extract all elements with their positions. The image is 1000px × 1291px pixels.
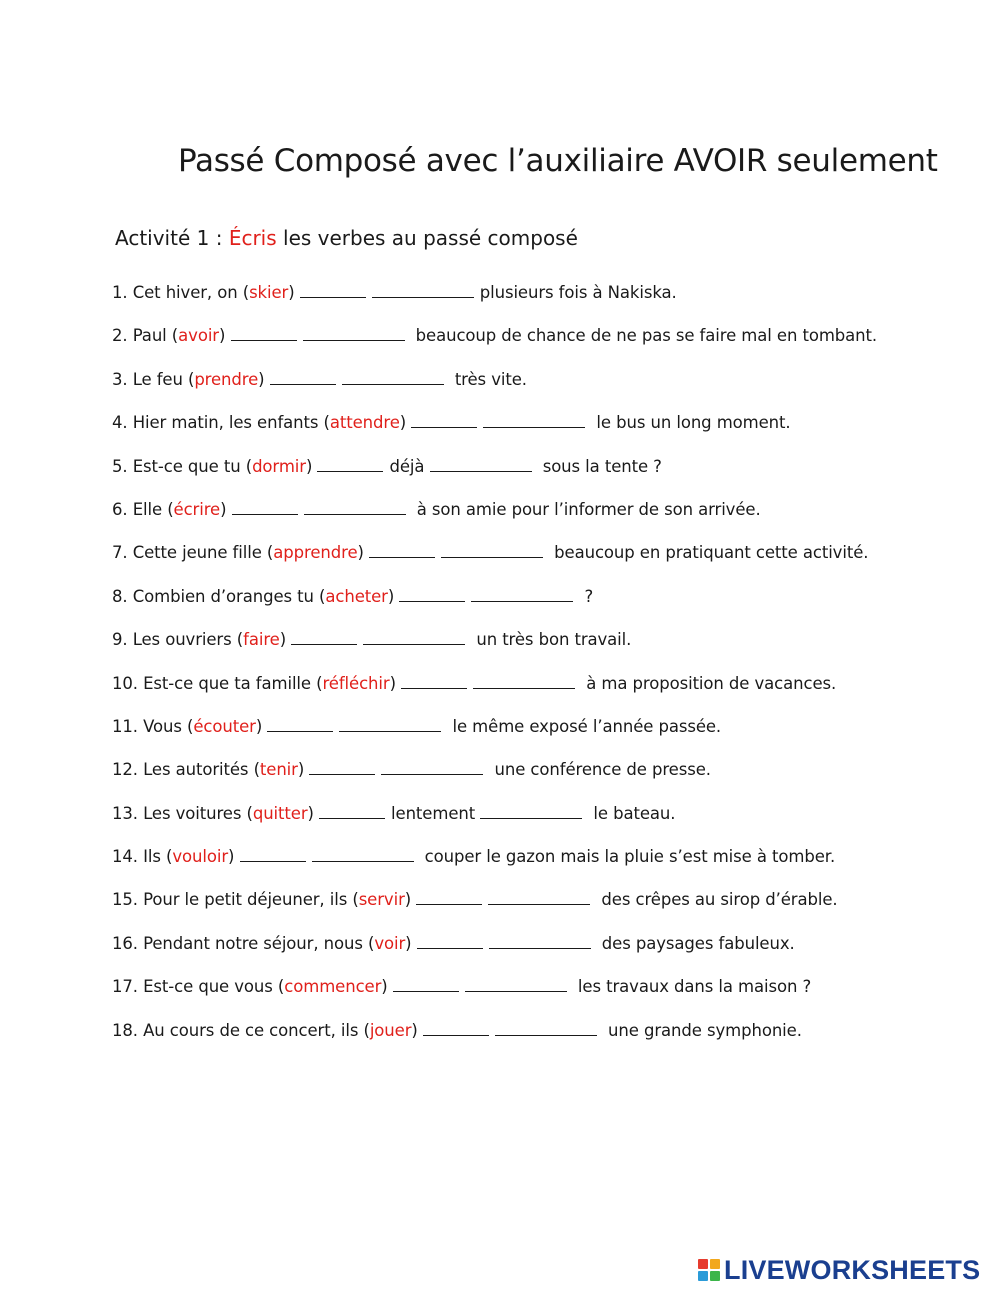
verb-infinitive: voir [374,933,406,953]
logo-square [698,1271,708,1281]
logo-square [698,1259,708,1269]
exercise-item [112,365,972,408]
activity-prefix: Activité 1 : [115,226,229,250]
exercise-close-paren: ) [255,716,263,736]
exercise-number: 7. [112,543,128,563]
activity-keyword: Écris [228,226,277,250]
exercise-item [112,929,972,972]
exercise-number: 17. [112,977,138,997]
exercise-number: 18. [112,1020,138,1040]
exercise-item [112,885,972,928]
answer-blank-auxiliary[interactable] [319,804,385,819]
exercise-text-before: Est-ce que ta famille ( [143,673,323,693]
answer-blank-participle[interactable] [441,543,543,558]
answer-blank-participle[interactable] [465,977,567,992]
exercise-item [112,278,972,321]
answer-blank-auxiliary[interactable] [393,977,459,992]
exercise-number: 3. [112,369,128,389]
answer-blank-auxiliary[interactable] [411,413,477,428]
exercise-item [112,842,972,885]
exercise-text-before: Est-ce que tu ( [132,456,253,476]
answer-blank-participle[interactable] [312,847,414,862]
exercise-number: 15. [112,890,138,910]
exercise-item [112,495,972,538]
exercise-text-between: déjà [389,456,425,476]
exercise-text-before: Elle ( [132,499,174,519]
verb-infinitive: acheter [325,586,388,606]
verb-infinitive: écouter [193,716,256,736]
answer-blank-participle[interactable] [430,457,532,472]
exercise-number: 9. [112,630,128,650]
exercise-text-before: Ils ( [143,847,173,867]
exercise-text-after: des paysages fabuleux. [596,933,795,953]
exercise-text-after: une grande symphonie. [602,1020,802,1040]
verb-infinitive: attendre [329,413,400,433]
exercise-text-after: des crêpes au sirop d’érable. [596,890,838,910]
exercise-close-paren: ) [405,933,412,953]
exercise-close-paren: ) [258,369,265,389]
exercise-text-before: Cette jeune fille ( [132,543,274,563]
exercise-text-after: un très bon travail. [471,630,632,650]
verb-infinitive: quitter [252,803,308,823]
answer-blank-auxiliary[interactable] [309,760,375,775]
exercise-item [112,712,972,755]
answer-blank-participle[interactable] [304,500,406,515]
exercise-close-paren: ) [357,543,364,563]
answer-blank-auxiliary[interactable] [231,326,297,341]
exercise-close-paren: ) [288,283,295,302]
exercise-close-paren: ) [219,326,226,346]
exercise-text-before: Les ouvriers ( [132,630,244,650]
exercise-text-after: beaucoup en pratiquant cette activité. [549,543,869,563]
exercise-text-before: Au cours de ce concert, ils ( [143,1020,370,1040]
exercise-text-before: Vous ( [143,716,194,736]
activity-rest: les verbes au passé composé [276,226,578,250]
exercise-text-after: une conférence de presse. [489,760,711,780]
exercise-text-after: beaucoup de chance de ne pas se faire mal en tombant. [410,326,878,346]
exercise-close-paren: ) [411,1020,418,1040]
exercise-text-after: sous la tente ? [537,456,662,476]
exercise-number: 6. [112,499,128,519]
exercise-item [112,1016,972,1059]
answer-blank-auxiliary[interactable] [270,370,336,385]
exercise-close-paren: ) [220,499,227,519]
exercise-close-paren: ) [228,847,235,867]
exercise-item [112,625,972,668]
exercise-close-paren: ) [389,673,396,693]
answer-blank-auxiliary[interactable] [291,630,357,645]
exercise-text-after: le bateau. [588,803,676,823]
exercise-close-paren: ) [297,760,305,780]
answer-blank-auxiliary[interactable] [240,847,306,862]
exercise-close-paren: ) [399,413,407,433]
answer-blank-participle[interactable] [372,283,474,298]
verb-infinitive: faire [243,630,280,650]
answer-blank-auxiliary[interactable] [417,934,483,949]
page-title: Passé Composé avec l’auxiliaire AVOIR seulement [178,143,938,179]
exercise-close-paren: ) [305,456,313,476]
exercise-close-paren: ) [279,630,287,650]
exercise-number: 11. [112,716,138,736]
exercise-text-before: Les autorités ( [143,760,260,780]
answer-blank-participle[interactable] [480,804,582,819]
exercise-close-paren: ) [404,890,412,910]
verb-infinitive: jouer [369,1020,412,1040]
exercise-item [112,972,972,1015]
exercise-number: 14. [112,847,138,867]
exercise-text-after: très vite. [449,369,527,389]
exercise-close-paren: ) [381,977,388,997]
exercise-text-before: Les voitures ( [143,803,253,823]
answer-blank-participle[interactable] [489,934,591,949]
liveworksheets-logo [698,1255,994,1285]
exercise-text-after: plusieurs fois à Nakiska. [479,283,677,302]
verb-infinitive: tenir [259,760,298,780]
verb-infinitive: apprendre [273,543,358,563]
answer-blank-participle[interactable] [488,890,590,905]
answer-blank-participle[interactable] [473,674,575,689]
answer-blank-participle[interactable] [363,630,465,645]
exercise-item [112,669,972,712]
exercise-number: 2. [112,326,128,346]
exercise-text-between: lentement [391,803,476,823]
logo-square [710,1271,720,1281]
liveworksheets-logo-icon [698,1259,720,1281]
answer-blank-auxiliary[interactable] [416,890,482,905]
answer-blank-participle[interactable] [303,326,405,341]
answer-blank-participle[interactable] [342,370,444,385]
exercise-text-before: Paul ( [132,326,179,346]
exercise-text-after: à son amie pour l’informer de son arrivée. [411,499,761,519]
exercise-list [112,278,972,1059]
logo-text: LIVEWORKSHEETS [724,1254,981,1285]
exercise-item [112,799,972,842]
answer-blank-participle[interactable] [339,717,441,732]
answer-blank-auxiliary[interactable] [423,1021,489,1036]
exercise-text-after: le bus un long moment. [591,413,791,433]
exercise-item [112,321,972,364]
exercise-close-paren: ) [387,586,395,606]
exercise-text-before: Pendant notre séjour, nous ( [143,933,375,953]
verb-infinitive: commencer [284,977,382,997]
answer-blank-participle[interactable] [483,413,585,428]
exercise-text-after: les travaux dans la maison ? [572,977,812,997]
verb-infinitive: dormir [252,456,306,476]
verb-infinitive: prendre [194,369,259,389]
exercise-text-before: Cet hiver, on ( [132,283,250,302]
exercise-number: 16. [112,933,138,953]
exercise-text-before: Le feu ( [132,369,195,389]
exercise-number: 10. [112,673,138,693]
verb-infinitive: vouloir [172,847,229,867]
answer-blank-auxiliary[interactable] [232,500,298,515]
answer-blank-auxiliary[interactable] [267,717,333,732]
verb-infinitive: servir [358,890,405,910]
answer-blank-participle[interactable] [381,760,483,775]
answer-blank-auxiliary[interactable] [300,283,366,298]
exercise-number: 1. [112,283,128,302]
exercise-number: 8. [112,586,128,606]
activity-instruction [115,226,578,250]
exercise-number: 5. [112,456,128,476]
answer-blank-auxiliary[interactable] [317,457,383,472]
exercise-close-paren: ) [307,803,314,823]
verb-infinitive: avoir [178,326,219,346]
answer-blank-auxiliary[interactable] [399,587,465,602]
exercise-text-after: le même exposé l’année passée. [447,716,722,736]
exercise-item [112,755,972,798]
exercise-text-after: couper le gazon mais la pluie s’est mise à tomber. [419,847,836,867]
exercise-item [112,538,972,581]
exercise-text-after: ? [579,586,594,606]
answer-blank-auxiliary[interactable] [401,674,467,689]
verb-infinitive: skier [249,283,289,302]
exercise-item [112,408,972,451]
exercise-number: 12. [112,760,138,780]
exercise-text-before: Hier matin, les enfants ( [132,413,330,433]
answer-blank-auxiliary[interactable] [369,543,435,558]
exercise-text-before: Est-ce que vous ( [143,977,285,997]
logo-square [710,1259,720,1269]
exercise-text-before: Combien d’oranges tu ( [132,586,326,606]
exercise-text-after: à ma proposition de vacances. [581,673,837,693]
exercise-text-before: Pour le petit déjeuner, ils ( [143,890,359,910]
exercise-number: 13. [112,803,138,823]
exercise-number: 4. [112,413,128,433]
verb-infinitive: écrire [173,499,221,519]
exercise-item [112,452,972,495]
answer-blank-participle[interactable] [495,1021,597,1036]
answer-blank-participle[interactable] [471,587,573,602]
verb-infinitive: réfléchir [322,673,390,693]
exercise-item [112,582,972,625]
